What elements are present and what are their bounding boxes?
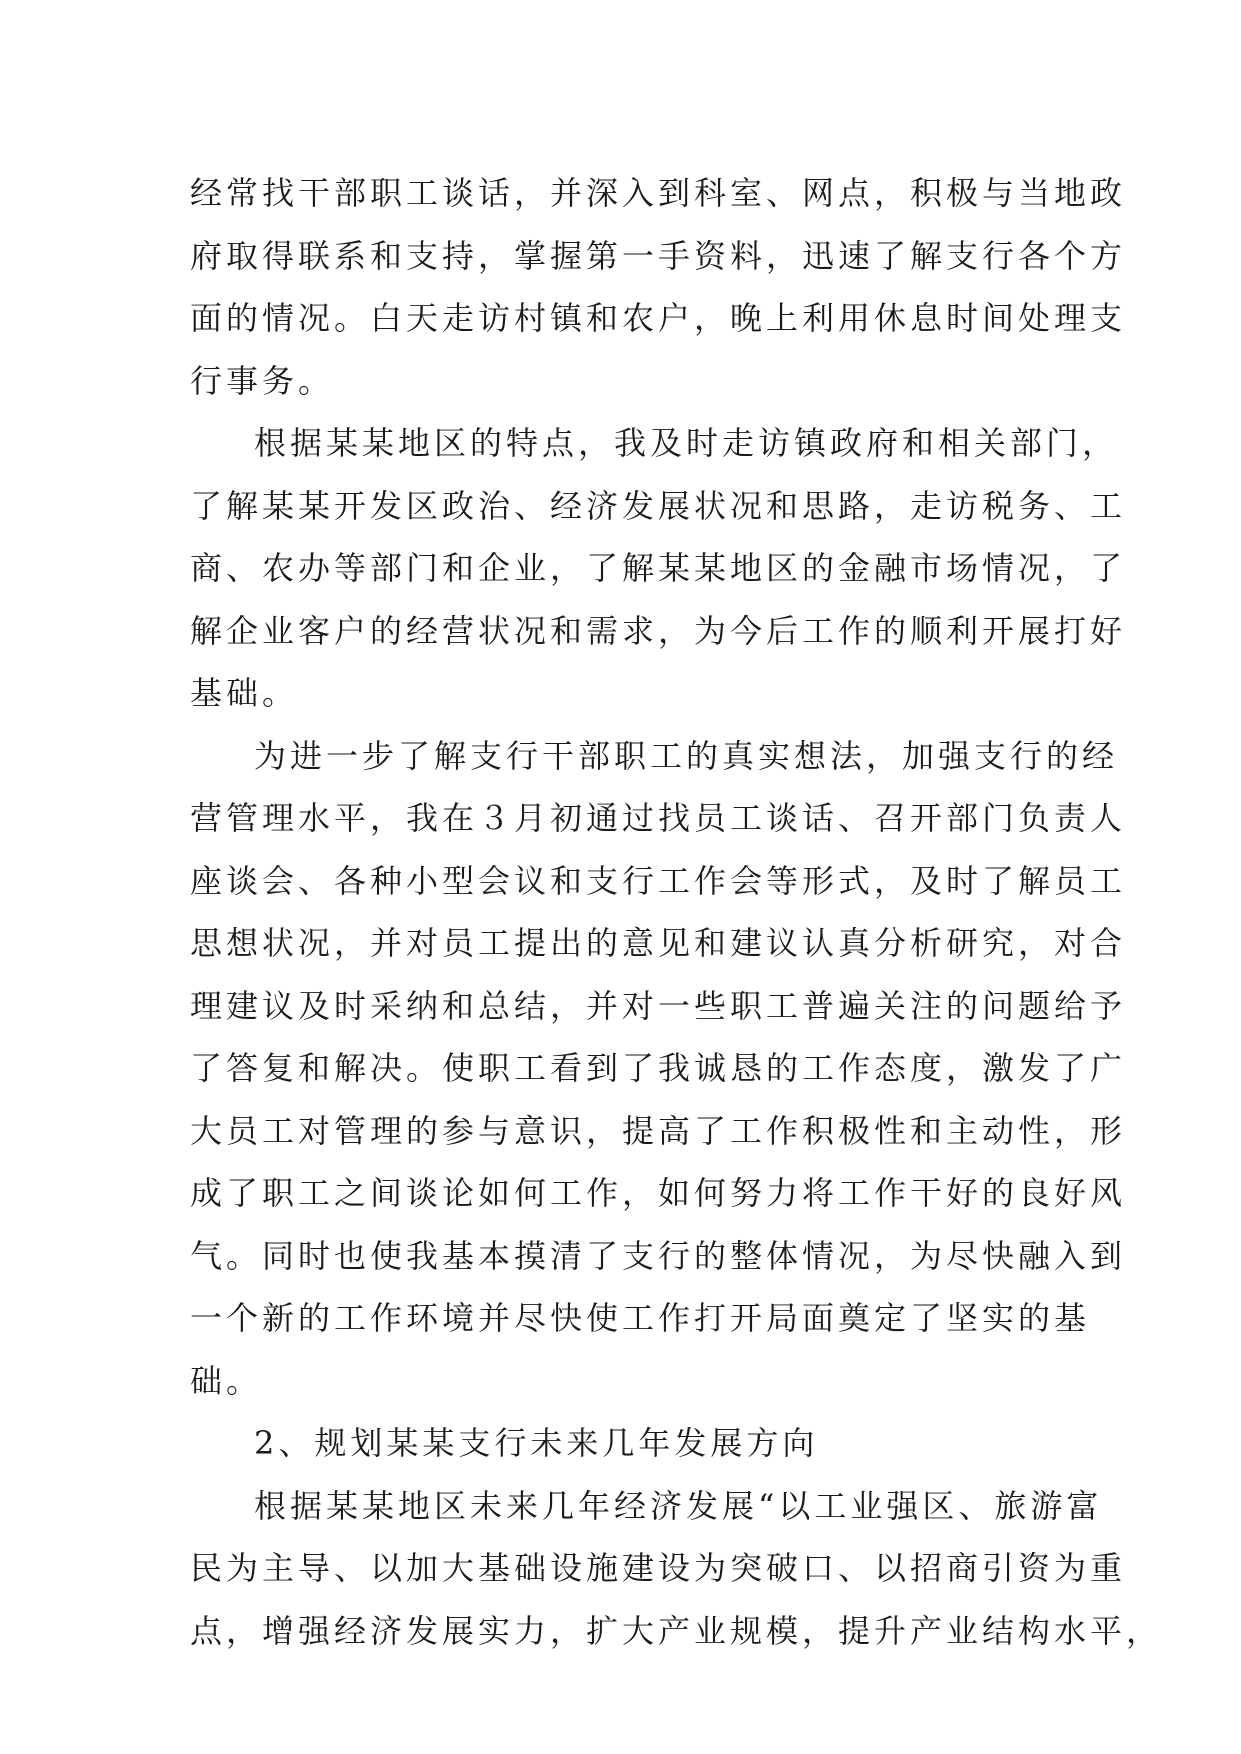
text-line: 理建议及时采纳和总结，并对一些职工普遍关注的问题给予 — [190, 986, 1127, 1025]
text-line: 2、规划某某支行未来几年发展方向 — [254, 1424, 819, 1462]
text-line: 根据某某地区的特点，我及时走访镇政府和相关部门， — [254, 424, 1119, 462]
body-text — [190, 162, 1163, 1662]
text-line: 思想状况，并对员工提出的意见和建议认真分析研究，对合 — [190, 924, 1127, 962]
text-line: 一个新的工作环境并尽快使工作打开局面奠定了坚实的基 — [190, 1299, 1091, 1337]
text-line: 大员工对管理的参与意识，提高了工作积极性和主动性，形 — [190, 1111, 1127, 1150]
text-line: 成了职工之间谈论如何工作，如何努力将工作干好的良好风 — [190, 1174, 1127, 1212]
text-line: 了答复和解决。使职工看到了我诚恳的工作态度，激发了广 — [190, 1049, 1127, 1087]
text-line: 解企业客户的经营状况和需求，为今后工作的顺利开展打好 — [190, 611, 1127, 650]
text-line: 了解某某开发区政治、经济发展状况和思路，走访税务、工 — [190, 486, 1127, 525]
text-line: 为进一步了解支行干部职工的真实想法，加强支行的经 — [254, 736, 1119, 775]
text-line: 面的情况。白天走访村镇和农户，晚上利用休息时间处理支 — [190, 299, 1127, 337]
text-line: 营管理水平，我在３月初通过找员工谈话、召开部门负责人 — [190, 799, 1127, 837]
text-line: 根据某某地区未来几年经济发展“以工业强区、旅游富 — [254, 1486, 1103, 1525]
text-line: 行事务。 — [190, 361, 335, 400]
text-line: 点，增强经济发展实力，扩大产业规模，提升产业结构水平， — [190, 1611, 1163, 1650]
text-line: 民为主导、以加大基础设施建设为突破口、以招商引资为重 — [190, 1549, 1127, 1587]
text-line: 基础。 — [190, 674, 299, 712]
text-line: 商、农办等部门和企业，了解某某地区的金融市场情况，了 — [190, 549, 1127, 587]
text-line: 府取得联系和支持，掌握第一手资料，迅速了解支行各个方 — [190, 236, 1127, 275]
text-line: 座谈会、各种小型会议和支行工作会等形式，及时了解员工 — [190, 861, 1127, 900]
text-line: 础。 — [190, 1361, 263, 1400]
text-line: 气。同时也使我基本摸清了支行的整体情况，为尽快融入到 — [190, 1236, 1127, 1275]
text-line: 经常找干部职工谈话，并深入到科室、网点，积极与当地政 — [190, 174, 1127, 212]
